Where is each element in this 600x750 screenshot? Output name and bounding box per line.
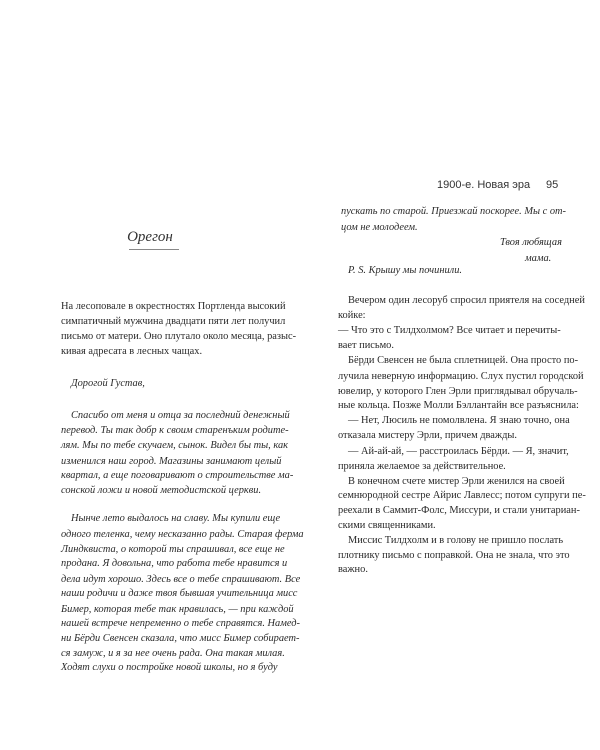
left-line: ни Бёрди Свенсен сказала, что мисс Бимер собирает-	[61, 633, 300, 644]
right-line: — Ай-ай-ай, — расстроилась Бёрди. — Я, значит,	[348, 446, 569, 457]
left-line: дела идут хорошо. Здесь все о тебе спрашивают. Все	[61, 574, 301, 585]
right-line: ные кольца. Позже Молли Бэллантайн все разъяснила:	[338, 400, 579, 411]
left-line: Спасибо от меня и отца за последний денежный	[71, 410, 290, 421]
right-line: цом не молодеем.	[341, 222, 418, 233]
chapter-title-underline	[129, 249, 179, 250]
left-line: Нынче лето выдалось на славу. Мы купили еще	[71, 513, 281, 524]
right-line: — Что это с Тилдхолмом? Все читает и перечиты-	[338, 325, 561, 336]
left-line: На лесоповале в окрестностях Портленда высокий	[61, 301, 286, 312]
left-line: Ходят слухи о постройке новой школы, но я буду	[61, 662, 278, 673]
right-line: Миссис Тилдхолм и в голову не пришло послать	[348, 535, 564, 546]
left-line: симпатичный мужчина двадцати пяти лет получил	[61, 316, 286, 327]
left-line: ся замуж, и я за нее очень рада. Она такая милая.	[61, 648, 285, 659]
right-line: В конечном счете мистер Эрли женился на своей	[348, 476, 565, 487]
right-line: койке:	[338, 310, 366, 321]
left-line: квартал, а еще поговаривают о строительстве ма-	[61, 470, 294, 481]
left-line: письмо от матери. Оно плутало около месяца, разыс-	[61, 331, 297, 342]
right-line: вает письмо.	[338, 340, 394, 351]
right-line: лучила неверную информацию. Слух пустил городской	[338, 371, 584, 382]
right-line: отказала мистеру Эрли, причем дважды.	[338, 430, 517, 441]
left-line: кивая адресата в лесных чащах.	[61, 346, 203, 357]
left-line: Линдквиста, о которой ты спрашивал, все еще не	[61, 544, 285, 555]
right-line: ювелир, у которого Глен Эрли приглядывал обручаль-	[338, 386, 578, 397]
left-line: наши родичи и даже твоя бывшая учительница мисс	[61, 588, 298, 599]
left-line: сонской ложи и новой методистской церкви.	[61, 485, 262, 496]
running-header: 1900-е. Новая эра	[437, 179, 531, 191]
right-line: мама.	[525, 253, 552, 264]
right-line: приняла желаемое за действительное.	[338, 461, 506, 472]
left-line: Дорогой Густав,	[71, 378, 145, 389]
right-line: реехали в Саммит-Фолс, Миссури, и стали унитариан-	[338, 505, 580, 516]
right-line: P. S. Крышу мы починили.	[348, 265, 462, 276]
left-line: продана. Я довольна, что работа тебе нравится и	[61, 558, 288, 569]
right-line: плотнику письмо с поправкой. Она не знала, что это	[338, 550, 570, 561]
right-line: скими священниками.	[338, 520, 436, 531]
chapter-title: Орегон	[127, 229, 173, 245]
right-line: Вечером один лесоруб спросил приятеля на соседней	[348, 295, 585, 306]
right-line: Твоя любящая	[500, 237, 562, 248]
right-line: важно.	[338, 564, 368, 575]
left-line: нашей встрече непременно о тебе справятся. Намед-	[61, 618, 300, 629]
right-line: семнюродной сестре Айрис Лавлесс; потом супруги пе-	[338, 490, 586, 501]
left-line: лям. Мы по тебе скучаем, сынок. Видел бы ты, как	[61, 440, 289, 451]
left-line: изменился наш город. Магазины занимают целый	[61, 456, 282, 467]
left-line: одного теленка, чему несказанно рады. Старая ферма	[61, 529, 304, 540]
left-line: перевод. Ты так добр к своим старенъким родите-	[61, 425, 289, 436]
right-line: Бёрди Свенсен не была сплетницей. Она просто по-	[348, 355, 579, 366]
right-line: пускать по старой. Приезжай поскорее. Мы с от-	[341, 206, 566, 217]
right-line: — Нет, Люсиль не помолвлена. Я знаю точно, она	[348, 415, 570, 426]
left-line: Бимер, которая тебе так нравилась, — при каждой	[61, 604, 294, 615]
page-number: 95	[546, 179, 559, 191]
right-page	[300, 0, 600, 750]
